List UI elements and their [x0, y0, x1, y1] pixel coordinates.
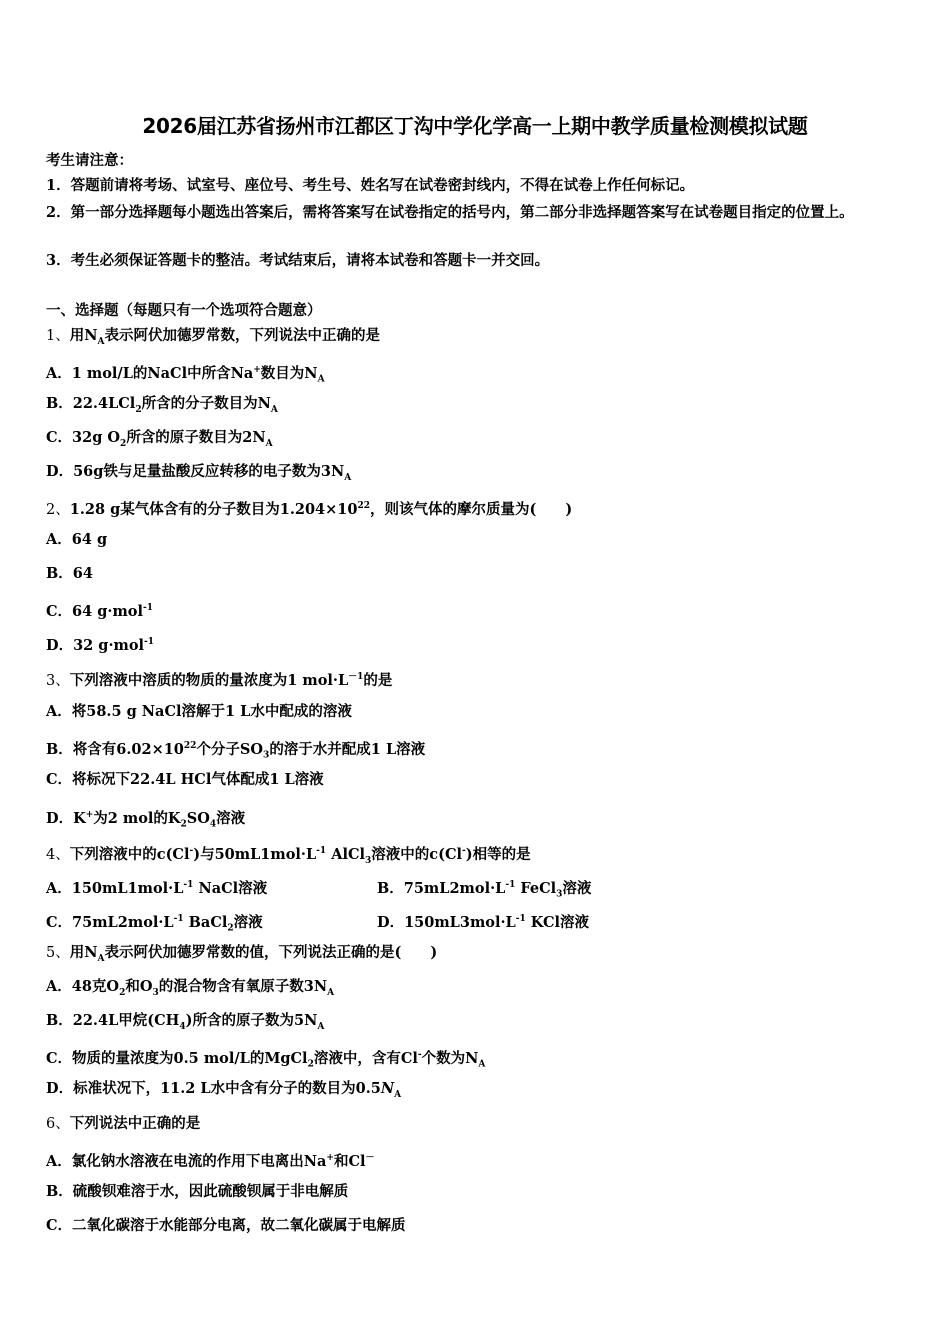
page-title: 2026届江苏省扬州市江都区丁沟中学化学高一上期中教学质量检测模拟试题	[142, 114, 808, 138]
question-stem: 1.28 g某气体含有的分子数目为$1.204\times 10^{22}$，则该气体的摩尔质量为( )	[69, 500, 573, 518]
q5-option-b: B．22.4L甲烷$(CH_4)$所含的原子数为$5N_A$	[46, 1012, 325, 1032]
q3-option-b: B．将含有$6.02\times 10^{22}$个分子$SO_3$的溶于水并配成1 L溶液	[46, 740, 426, 761]
question-number: 6、	[46, 1116, 70, 1132]
q4-option-c: C．$75mL2mol\cdot L^{-1}$ BaCl$_2$溶液	[46, 913, 263, 934]
q4-option-a: A．$150mL1mol\cdot L^{-1}$ NaCl溶液	[46, 879, 268, 897]
question-number: 4、	[46, 846, 70, 863]
q1-option-b: B．22.4LCl$_2$所含的分子数目为$N_A$	[46, 395, 278, 415]
q5-option-c: C．物质的量浓度为0.5 mol/L的MgCl$_2$溶液中，含有Cl-个数为$N_A$	[46, 1049, 486, 1070]
question-6	[46, 1113, 200, 1135]
q6-option-a: A．氯化钠水溶液在电流的作用下电离出Na+和Cl－	[46, 1152, 375, 1170]
q2-option-d: D．32 g·mol$^{-1}$	[46, 636, 155, 654]
question-number: 1、	[46, 328, 70, 344]
question-5	[46, 942, 437, 970]
q4-option-b: B．$75mL2mol\cdot L^{-1}$ FeCl$_3$溶液	[377, 879, 592, 900]
q5-option-d: D．标准状况下，11.2 L水中含有分子的数目为$0.5N_A$	[46, 1080, 402, 1100]
q3-option-d: D．K+为2 mol的$K_2SO_4$溶液	[46, 809, 246, 830]
question-stem: 下列说法中正确的是	[69, 1115, 201, 1132]
q4-option-d: D．$150mL3mol\cdot L^{-1}$ KCl溶液	[377, 913, 590, 931]
q6-option-b: B．硫酸钡难溶于水，因此硫酸钡属于非电解质	[46, 1183, 349, 1200]
question-4	[46, 840, 531, 872]
question-1	[46, 325, 380, 353]
section-heading: 一、选择题（每题只有一个选项符合题意）	[46, 302, 322, 319]
question-stem: 用$N_A$表示阿伏加德罗常数，下列说法中正确的是	[69, 327, 380, 347]
q3-option-a: A．将58.5 g NaCl溶解于1 L水中配成的溶液	[46, 703, 352, 720]
question-3	[46, 666, 392, 692]
question-stem: 下列溶液中溶质的物质的量浓度为1 $mol\cdot L^{-1}$的是	[69, 671, 393, 689]
q1-option-a: A．1 mol/L的NaCl中所含Na+数目为$N_A$	[46, 364, 325, 385]
q1-option-c: C．32g $O_2$所含的原子数目为$2N_A$	[46, 429, 273, 449]
question-number: 5、	[46, 945, 70, 961]
question-number: 3、	[46, 672, 70, 689]
q1-option-d: D．56g铁与足量盐酸反应转移的电子数为$3N_A$	[46, 463, 352, 483]
q2-option-c: C．64 g·mol$^{-1}$	[46, 602, 153, 620]
q2-option-a: A．64 g	[46, 531, 108, 548]
question-number: 2、	[46, 501, 70, 518]
notice-heading: 考生请注意：	[46, 152, 133, 169]
question-stem: 下列溶液中的c(Cl-)与$50mL1mol\cdot L^{-1}$ AlCl$_3$溶液中的c(Cl-)相等的是	[69, 845, 531, 866]
notice-item-2: 2．第一部分选择题每小题选出答案后，需将答案写在试卷指定的括号内，第二部分非选择题答案写在试卷题目指定的位置上。	[46, 204, 854, 221]
notice-item-1: 1．答题前请将考场、试室号、座位号、考生号、姓名写在试卷密封线内，不得在试卷上作任何标记。	[46, 177, 695, 194]
q6-option-c: C．二氧化碳溶于水能部分电离，故二氧化碳属于电解质	[46, 1217, 406, 1234]
q5-option-a: A．48克$O_2$和$O_3$的混合物含有氧原子数$3N_A$	[46, 978, 335, 998]
question-stem: 用$N_A$表示阿伏加德罗常数的值，下列说法正确的是( )	[69, 944, 438, 964]
notice-item-3: 3．考生必须保证答题卡的整洁。考试结束后，请将本试卷和答题卡一并交回。	[46, 252, 550, 269]
q2-option-b: B．64	[46, 565, 93, 582]
q3-option-c: C．将标况下22.4L HCl气体配成1 L溶液	[46, 771, 324, 788]
question-2	[46, 495, 572, 521]
